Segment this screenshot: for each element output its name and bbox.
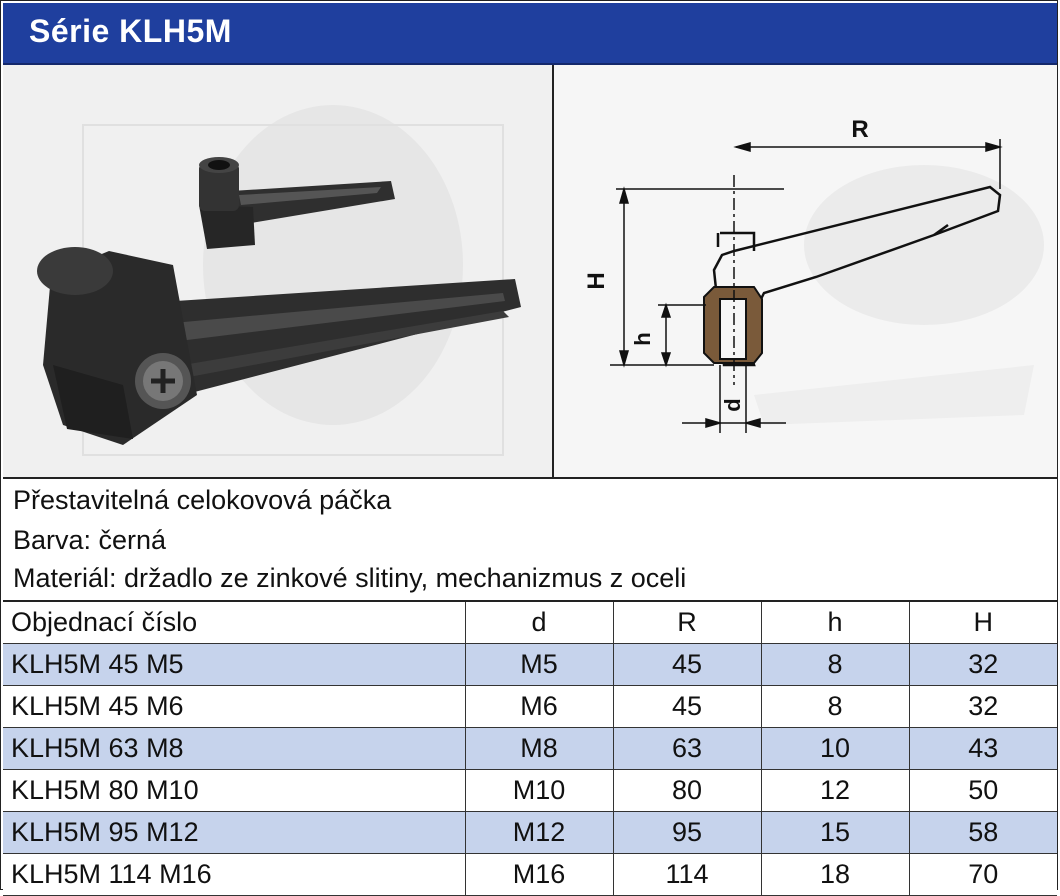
cell-H: 58 — [909, 812, 1057, 854]
cell-order-number: KLH5M 95 M12 — [3, 812, 465, 854]
technical-drawing — [554, 65, 1057, 477]
cell-h: 10 — [761, 728, 909, 770]
description-color: Barva: černá — [13, 525, 167, 555]
cell-order-number: KLH5M 114 M16 — [3, 854, 465, 896]
cell-h: 12 — [761, 770, 909, 812]
cell-h: 18 — [761, 854, 909, 896]
cell-order-number: KLH5M 45 M6 — [3, 686, 465, 728]
column-header-h: h — [761, 601, 909, 644]
technical-drawing-panel — [554, 65, 1057, 477]
table-header-row — [3, 601, 1057, 644]
cell-h: 8 — [761, 686, 909, 728]
product-photo — [3, 65, 552, 477]
cell-h: 15 — [761, 812, 909, 854]
cell-R: 45 — [613, 644, 761, 686]
cell-H: 32 — [909, 644, 1057, 686]
table-row — [3, 770, 1057, 812]
cell-d: M12 — [465, 812, 613, 854]
hub-section — [704, 287, 762, 363]
cell-R: 95 — [613, 812, 761, 854]
table-row — [3, 728, 1057, 770]
image-section — [3, 65, 1057, 477]
series-header — [3, 3, 1057, 65]
cell-R: 63 — [613, 728, 761, 770]
cell-H: 43 — [909, 728, 1057, 770]
specification-table — [3, 600, 1057, 896]
dimension-label-d: d — [720, 398, 745, 412]
column-header-order-number: Objednací číslo — [3, 601, 465, 644]
table-row — [3, 812, 1057, 854]
table-row — [3, 686, 1057, 728]
cell-h: 8 — [761, 644, 909, 686]
cell-R: 114 — [613, 854, 761, 896]
cell-R: 45 — [613, 686, 761, 728]
dimension-label-H: H — [583, 272, 610, 290]
table-row — [3, 644, 1057, 686]
column-header-d: d — [465, 601, 613, 644]
dimension-label-h: h — [630, 332, 655, 346]
column-header-H: H — [909, 601, 1057, 644]
cell-d: M10 — [465, 770, 613, 812]
description-title: Přestavitelná celokovová páčka — [13, 485, 392, 515]
cell-H: 70 — [909, 854, 1057, 896]
cell-H: 32 — [909, 686, 1057, 728]
cell-order-number: KLH5M 45 M5 — [3, 644, 465, 686]
description-material: Materiál: držadlo ze zinkové slitiny, mechanizmus z oceli — [13, 563, 687, 593]
cell-d: M16 — [465, 854, 613, 896]
cell-order-number: KLH5M 80 M10 — [3, 770, 465, 812]
product-photo-panel — [3, 65, 554, 477]
cell-d: M6 — [465, 686, 613, 728]
cell-order-number: KLH5M 63 M8 — [3, 728, 465, 770]
cell-R: 80 — [613, 770, 761, 812]
cell-d: M5 — [465, 644, 613, 686]
dimension-label-R: R — [851, 116, 869, 143]
cell-H: 50 — [909, 770, 1057, 812]
series-title: Série KLH5M — [29, 13, 232, 49]
cell-d: M8 — [465, 728, 613, 770]
product-description — [3, 477, 1057, 602]
table-row — [3, 854, 1057, 896]
column-header-R: R — [613, 601, 761, 644]
